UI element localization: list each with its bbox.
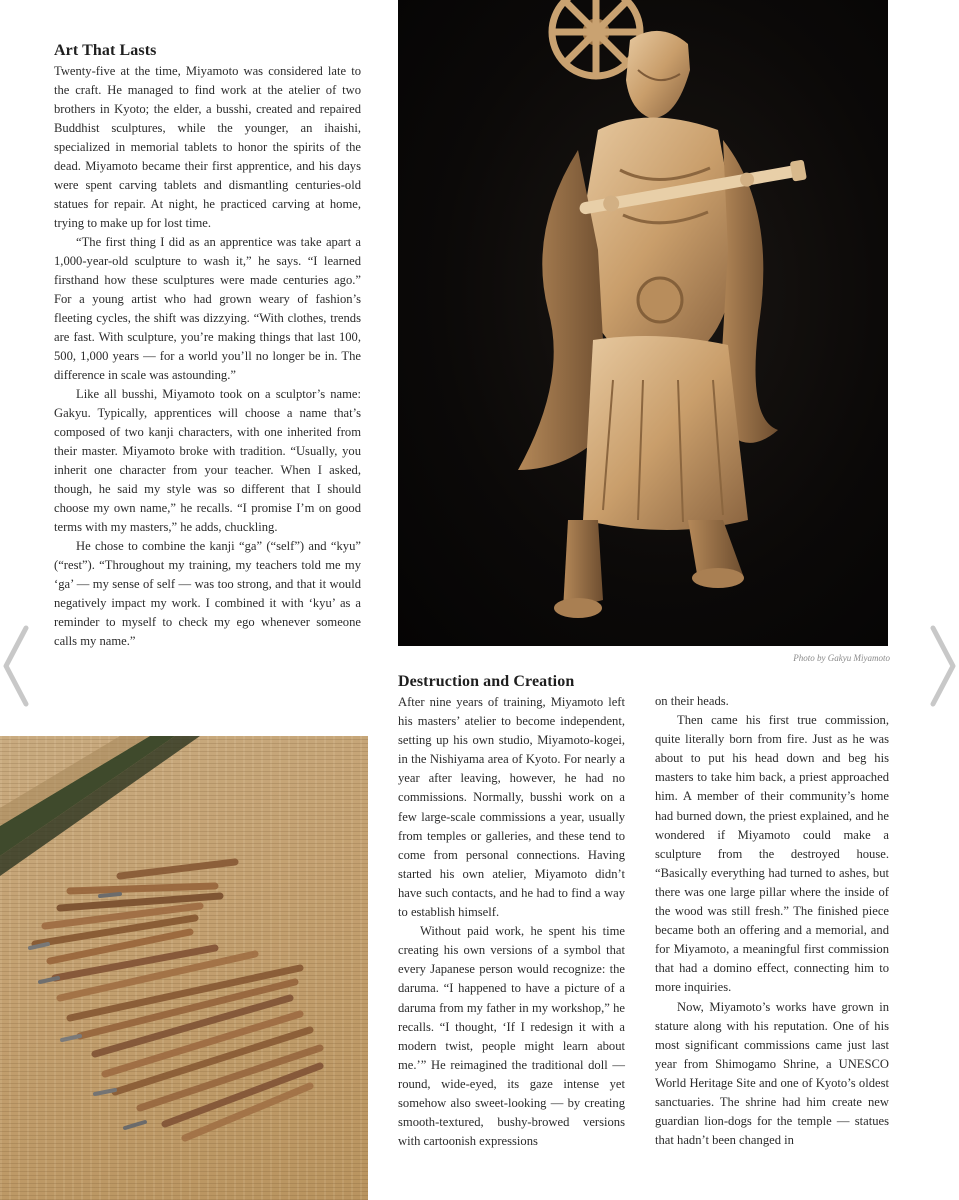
paragraph: on their heads. xyxy=(655,694,729,708)
photo-credit: Photo by Gakyu Miyamoto xyxy=(793,653,890,663)
chevron-left-icon xyxy=(0,620,36,712)
previous-page-button[interactable] xyxy=(0,620,36,712)
wooden-statue-image xyxy=(398,0,888,646)
paragraph: Without paid work, he spent his time creating his own versions of a symbol that every Japanese person would recognize: the daruma. “I happened to have a picture of a daruma from my father in my workshop,” he recalls. “I thought, ‘If I redesign it with a modern twist, people might learn about me.’” He reimagined the traditional doll — round, wide-eyed, its gaze intense yet somehow also sweet-looking — by creating smooth-textured, bushy-browed versions with cartoonish expressions xyxy=(398,924,625,1149)
paragraph: Twenty-five at the time, Miyamoto was considered late to the craft. He managed to find work at the atelier of two brothers in Kyoto; the elder, a busshi, created and repaired Buddhist sculptures, while the younger, an ihaishi, specialized in memorial tablets to honor the spirits of the dead. Miyamoto became their first apprentice, and his days were spent carving tablets and dismantling centuries-old statues for repair. At night, he practiced carving at home, trying to make up for lost time. xyxy=(54,64,361,230)
section-heading-destruction-and-creation: Destruction and Creation xyxy=(398,673,575,690)
paragraph: Like all busshi, Miyamoto took on a sculptor’s name: Gakyu. Typically, apprentices will choose a name that’s composed of two kanji characters, with one inherited from their master. Miyamoto broke with tradition. “Usually, you inherit one character from your teacher. When I asked, though, he said my style was so different that I should choose my own name,” he recalls. “I promise I’m on good terms with my masters,” he adds, chuckling. xyxy=(54,387,361,534)
statue-photo xyxy=(398,0,888,646)
article-column-2 xyxy=(398,672,625,1151)
paragraph: Now, Miyamoto’s works have grown in stature along with his reputation. One of his most significant commissions came just last year from Shimogamo Shrine, a UNESCO World Heritage Site and one of Kyoto’s oldest sanctuaries. The shrine had him create new guardian lion-dogs for the temple — statues that hadn’t been changed in xyxy=(655,999,889,1148)
paragraph: “The first thing I did as an apprentice was take apart a 1,000-year-old sculpture to wash it,” he says. “I learned firsthand how these sculptures were made centuries ago.” For a young artist who had grown weary of fashion’s fleeting cycles, the shift was dizzying. “With clothes, trends are fast. With sculpture, you’re making things that last 100, 500, 1,000 years — for a world you’ll no longer be in. The difference in scale was astounding.” xyxy=(54,235,361,382)
section-heading-art-that-lasts: Art That Lasts xyxy=(54,42,157,59)
carving-tools-image xyxy=(0,736,368,1200)
paragraph: After nine years of training, Miyamoto left his masters’ atelier to become independent, setting up his own studio, Miyamoto-kogei, in the Nishiyama area of Kyoto. For nearly a year after leaving, however, he had no commissions. Normally, busshi work on a few large-scale commissions a year, usually from temples or galleries, and these tend to come from personal connections. Having started his own atelier, Miyamoto didn’t have such contacts, and he had to find a way to establish himself. xyxy=(398,695,625,920)
next-page-button[interactable] xyxy=(923,620,959,712)
paragraph: Then came his first true commission, quite literally born from fire. Just as he was about to put his head down and beg his masters to take him back, a priest approached him. A member of their community’s home had burned down, the priest explained, and he wondered if Miyamoto could make a sculpture from the destroyed house. “Basically everything had turned to ashes, but there was one large pillar where the inside of the wood was still fresh.” The finished piece became both an offering and a memorial, and for Miyamoto, a meaningful first commission that had a domino effect, connecting him to more inquiries. xyxy=(655,713,889,995)
carving-tools-photo xyxy=(0,736,368,1200)
chevron-right-icon xyxy=(923,620,959,712)
article-column-3 xyxy=(655,692,889,1150)
article-column-1 xyxy=(54,41,361,651)
paragraph: He chose to combine the kanji “ga” (“self”) and “kyu” (“rest”). “Throughout my training, my teachers told me my ‘ga’ — my sense of self — was too strong, and that it would negatively impact my work. I combined it with ‘kyu’ as a reminder to myself to check my ego whenever someone calls my name.” xyxy=(54,539,361,648)
